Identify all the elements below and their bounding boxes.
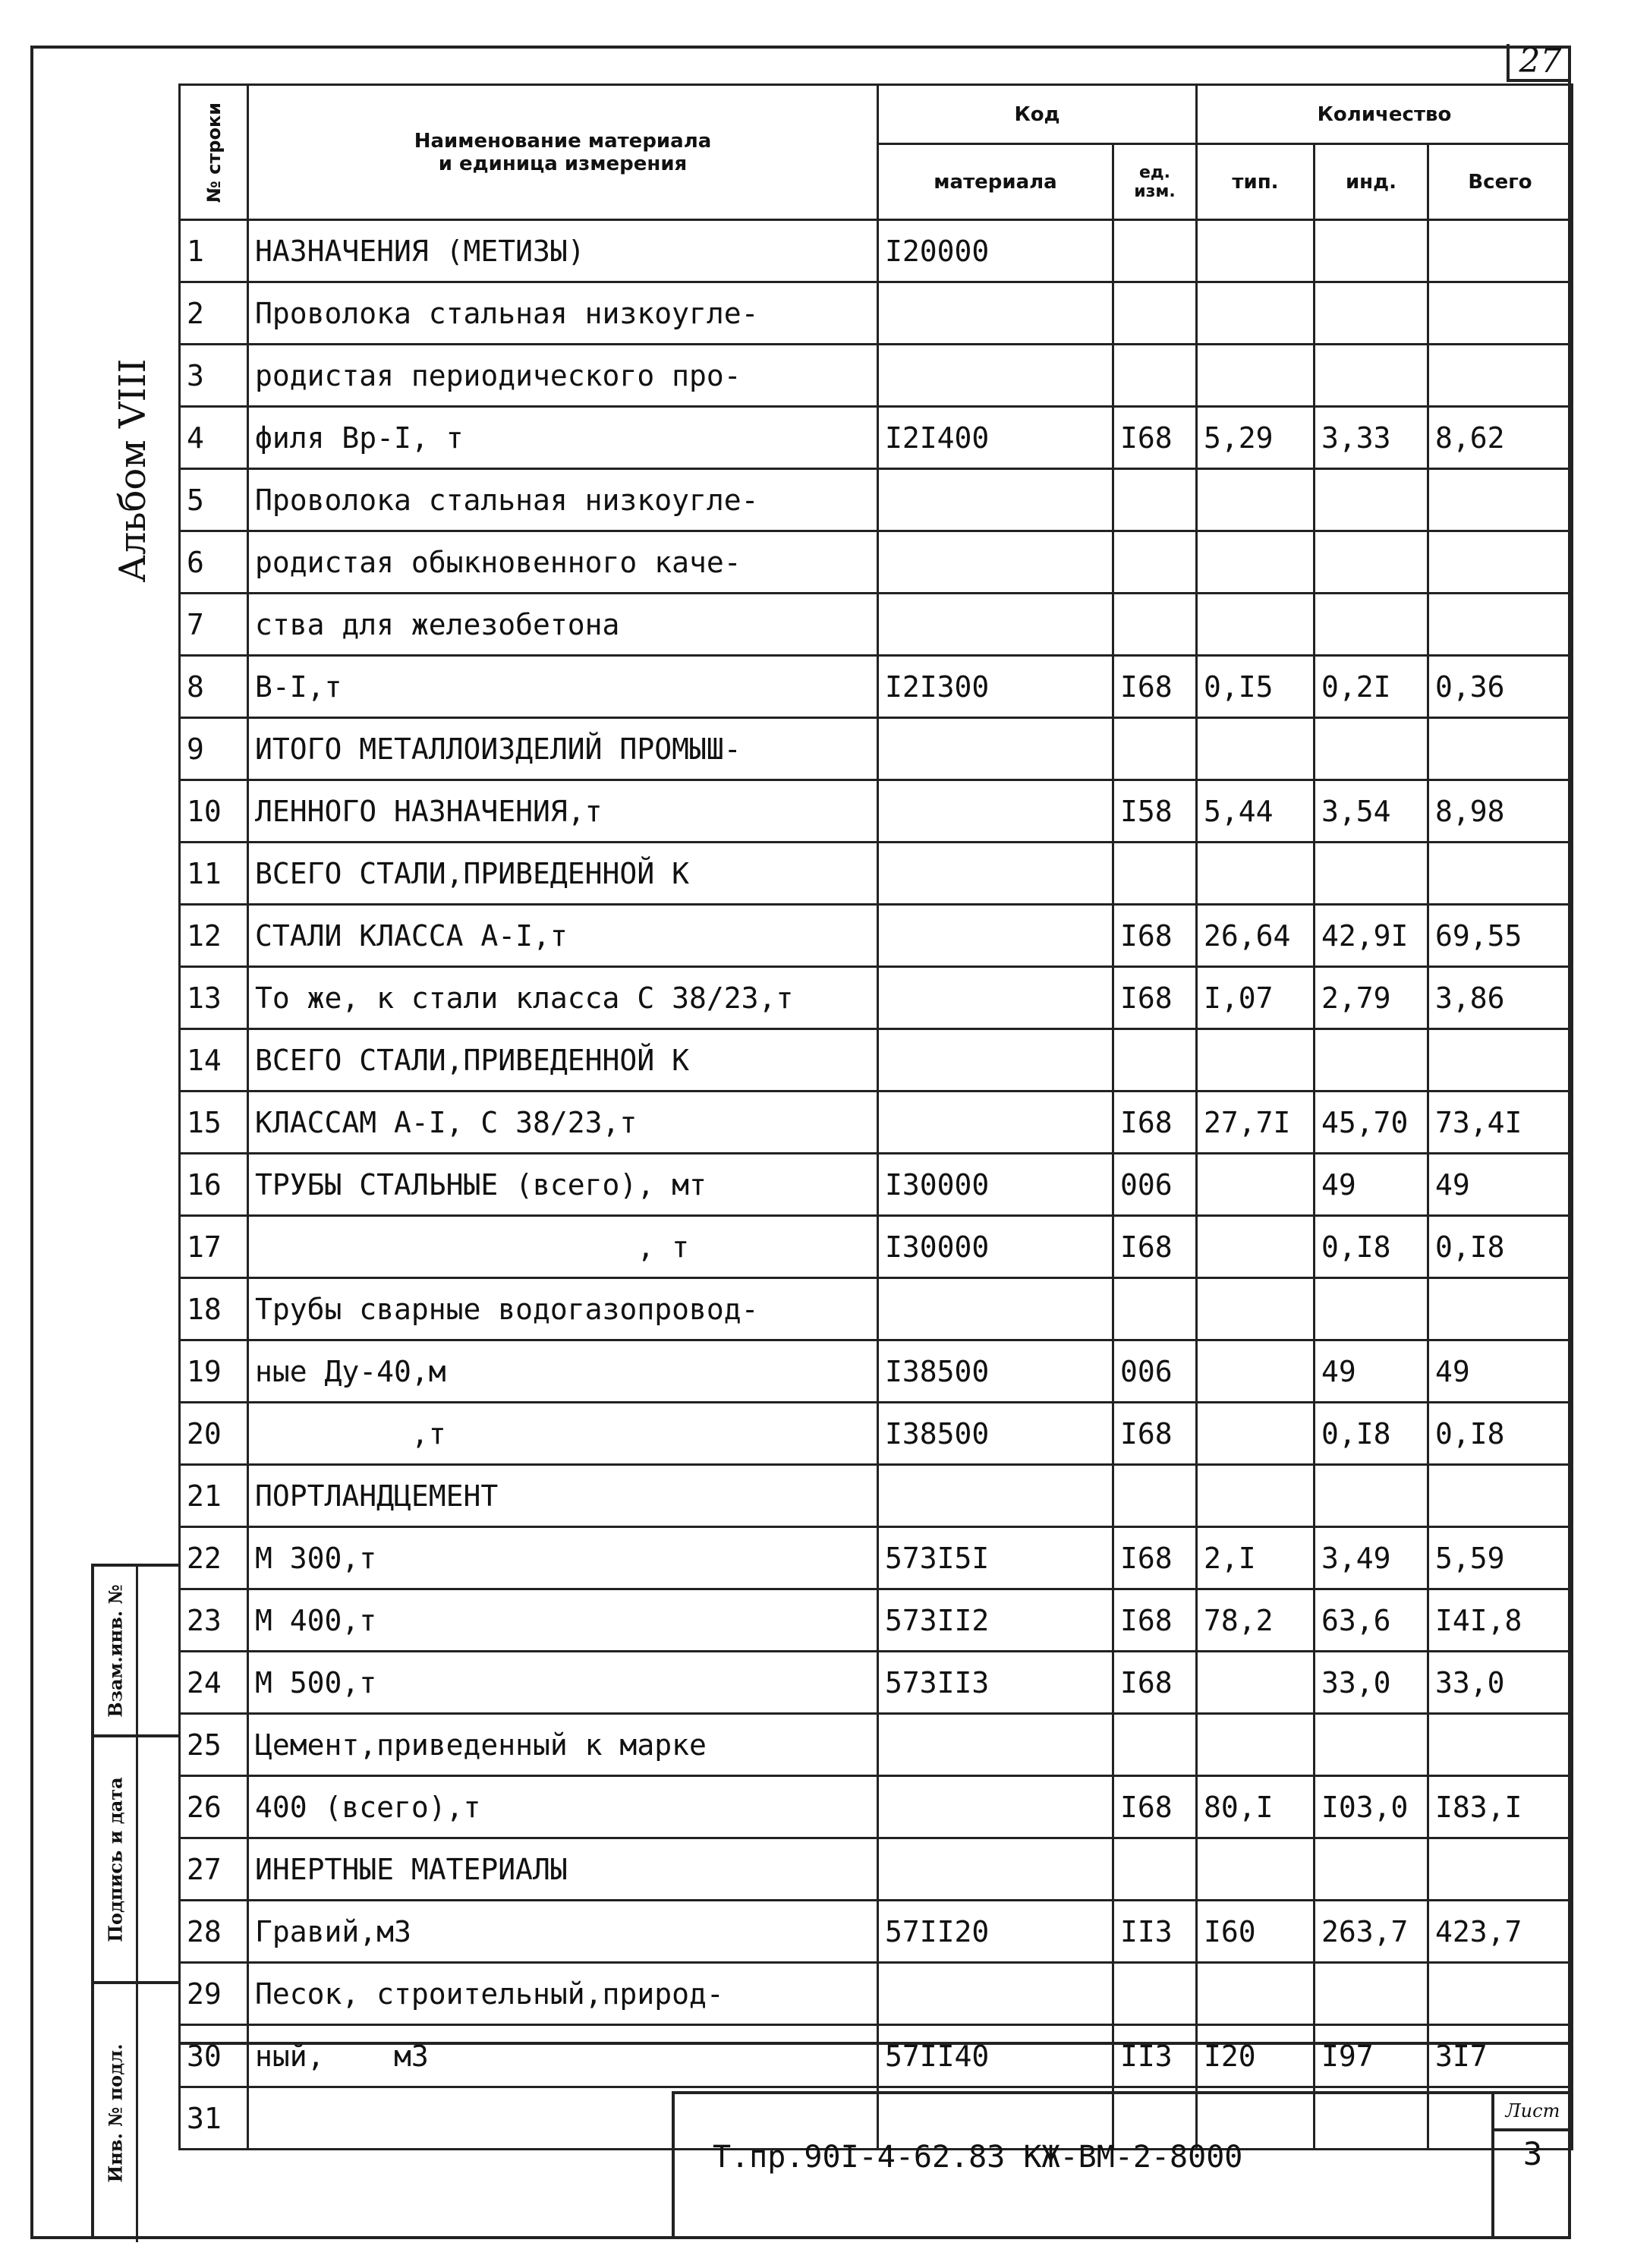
material-name-header: Наименование материала и единица измерения — [248, 85, 878, 220]
table-row — [180, 1465, 1573, 1527]
row-number: 26 — [180, 1776, 248, 1838]
unit-code — [1113, 1838, 1197, 1901]
row-number-header: № строки — [180, 85, 248, 220]
unit-code: 006 — [1113, 1154, 1197, 1216]
materials-table — [178, 83, 1573, 2150]
qty-total: 49 — [1428, 1340, 1573, 1403]
qty-total — [1428, 1278, 1573, 1340]
qty-typ — [1197, 1838, 1315, 1901]
qty-total: 8,98 — [1428, 780, 1573, 843]
material-code — [878, 780, 1113, 843]
unit-code: I68 — [1113, 1527, 1197, 1589]
qty-ind: 0,2I — [1315, 656, 1428, 718]
qty-typ — [1197, 1465, 1315, 1527]
signature-date-cell: Подпись и дата — [94, 1737, 178, 1984]
unit-code — [1113, 594, 1197, 656]
quantity-header: Количество — [1197, 85, 1573, 144]
material-name: В-I,т — [248, 656, 878, 718]
table-row — [180, 718, 1573, 780]
qty-ind — [1315, 531, 1428, 594]
qty-ind — [1315, 1465, 1428, 1527]
row-number: 13 — [180, 967, 248, 1029]
material-code: 573I5I — [878, 1527, 1113, 1589]
unit-code — [1113, 531, 1197, 594]
qty-typ: 26,64 — [1197, 905, 1315, 967]
table-row — [180, 1589, 1573, 1652]
unit-code: I68 — [1113, 905, 1197, 967]
qty-total: 423,7 — [1428, 1901, 1573, 1963]
material-code — [878, 905, 1113, 967]
qty-ind — [1315, 843, 1428, 905]
qty-total: I4I,8 — [1428, 1589, 1573, 1652]
table-row — [180, 843, 1573, 905]
qty-total — [1428, 594, 1573, 656]
qty-ind — [1315, 1029, 1428, 1091]
table-row — [180, 1838, 1573, 1901]
qty-ind — [1315, 282, 1428, 345]
material-code — [878, 1029, 1113, 1091]
table-row — [180, 967, 1573, 1029]
qty-ind: I03,0 — [1315, 1776, 1428, 1838]
row-number: 19 — [180, 1340, 248, 1403]
row-number: 24 — [180, 1652, 248, 1714]
material-name: ТРУБЫ СТАЛЬНЫЕ (всего), мт — [248, 1154, 878, 1216]
material-code: I30000 — [878, 1216, 1113, 1278]
table-row — [180, 1714, 1573, 1776]
material-code — [878, 1465, 1113, 1527]
qty-typ: 27,7I — [1197, 1091, 1315, 1154]
qty-total — [1428, 1714, 1573, 1776]
material-name: НАЗНАЧЕНИЯ (МЕТИЗЫ) — [248, 220, 878, 282]
qty-total — [1428, 531, 1573, 594]
qty-ind — [1315, 1714, 1428, 1776]
material-name: 400 (всего),т — [248, 1776, 878, 1838]
qty-typ: 5,44 — [1197, 780, 1315, 843]
qty-total: 0,36 — [1428, 656, 1573, 718]
qty-total — [1428, 1963, 1573, 2025]
table-row — [180, 1963, 1573, 2025]
qty-typ: 2,I — [1197, 1527, 1315, 1589]
material-code: I30000 — [878, 1154, 1113, 1216]
qty-typ: I20 — [1197, 2025, 1315, 2087]
row-number: 5 — [180, 469, 248, 531]
qty-total — [1428, 282, 1573, 345]
material-code — [878, 1838, 1113, 1901]
swap-inventory-cell: Взам.инв. № — [94, 1567, 178, 1737]
material-name: М 300,т — [248, 1527, 878, 1589]
qty-total: 5,59 — [1428, 1527, 1573, 1589]
material-name: ,т — [248, 1403, 878, 1465]
qty-typ — [1197, 531, 1315, 594]
document-code: Т.пр.90I-4-62.83 КЖ-ВМ-2-8000 — [713, 2140, 1243, 2175]
unit-code: 006 — [1113, 1340, 1197, 1403]
qty-typ — [1197, 718, 1315, 780]
ind-header: инд. — [1315, 144, 1428, 220]
material-name: ЛЕННОГО НАЗНАЧЕНИЯ,т — [248, 780, 878, 843]
unit-code: I68 — [1113, 1776, 1197, 1838]
qty-total — [1428, 843, 1573, 905]
material-code — [878, 1091, 1113, 1154]
qty-typ — [1197, 1340, 1315, 1403]
qty-ind: 49 — [1315, 1340, 1428, 1403]
table-row — [180, 905, 1573, 967]
material-name: родистая периодического про- — [248, 345, 878, 407]
qty-total — [1428, 1465, 1573, 1527]
row-number: 10 — [180, 780, 248, 843]
material-code — [878, 531, 1113, 594]
material-code: I2I400 — [878, 407, 1113, 469]
material-code: I2I300 — [878, 656, 1113, 718]
inventory-original-cell: Инв. № подл. — [94, 1984, 178, 2242]
row-number: 27 — [180, 1838, 248, 1901]
material-name: ПОРТЛАНДЦЕМЕНТ — [248, 1465, 878, 1527]
left-approval-strip — [91, 1564, 178, 2239]
unit-code: I68 — [1113, 656, 1197, 718]
qty-total: 3,86 — [1428, 967, 1573, 1029]
code-material-header: материала — [878, 144, 1113, 220]
material-name: ВСЕГО СТАЛИ,ПРИВЕДЕННОЙ К — [248, 843, 878, 905]
page-number: 27 — [1507, 44, 1571, 82]
qty-total: 3I7 — [1428, 2025, 1573, 2087]
unit-code — [1113, 718, 1197, 780]
qty-ind: 3,49 — [1315, 1527, 1428, 1589]
row-number: 7 — [180, 594, 248, 656]
qty-total: 0,I8 — [1428, 1403, 1573, 1465]
material-name: родистая обыкновенного каче- — [248, 531, 878, 594]
qty-ind: 3,54 — [1315, 780, 1428, 843]
unit-code: I68 — [1113, 407, 1197, 469]
qty-total — [1428, 1029, 1573, 1091]
row-number: 22 — [180, 1527, 248, 1589]
qty-total: 0,I8 — [1428, 1216, 1573, 1278]
qty-typ — [1197, 345, 1315, 407]
album-label: Альбом VIII — [112, 358, 154, 583]
material-name: М 500,т — [248, 1652, 878, 1714]
table-row — [180, 1527, 1573, 1589]
unit-code: I68 — [1113, 1589, 1197, 1652]
qty-ind: 45,70 — [1315, 1091, 1428, 1154]
qty-ind: 2,79 — [1315, 967, 1428, 1029]
row-number: 18 — [180, 1278, 248, 1340]
unit-header: ед. изм. — [1113, 144, 1197, 220]
material-name: Цемент,приведенный к марке — [248, 1714, 878, 1776]
material-code: 57II20 — [878, 1901, 1113, 1963]
row-number: 31 — [180, 2087, 248, 2150]
qty-ind — [1315, 220, 1428, 282]
row-number: 3 — [180, 345, 248, 407]
row-number: 21 — [180, 1465, 248, 1527]
material-name: филя Вр-I, т — [248, 407, 878, 469]
row-number: 25 — [180, 1714, 248, 1776]
row-number: 16 — [180, 1154, 248, 1216]
material-name: ства для железобетона — [248, 594, 878, 656]
unit-code — [1113, 282, 1197, 345]
unit-code — [1113, 345, 1197, 407]
table-row — [180, 407, 1573, 469]
qty-typ — [1197, 1278, 1315, 1340]
qty-typ: I60 — [1197, 1901, 1315, 1963]
table-row — [180, 1340, 1573, 1403]
qty-total: 33,0 — [1428, 1652, 1573, 1714]
qty-ind — [1315, 594, 1428, 656]
qty-ind — [1315, 1838, 1428, 1901]
material-code: I38500 — [878, 1340, 1113, 1403]
unit-code — [1113, 843, 1197, 905]
table-row — [180, 1091, 1573, 1154]
row-number: 14 — [180, 1029, 248, 1091]
material-name: М 400,т — [248, 1589, 878, 1652]
material-name: , т — [248, 1216, 878, 1278]
qty-total: 49 — [1428, 1154, 1573, 1216]
qty-typ: 78,2 — [1197, 1589, 1315, 1652]
unit-code — [1113, 1714, 1197, 1776]
material-code — [878, 1714, 1113, 1776]
material-name: Проволока стальная низкоугле- — [248, 282, 878, 345]
material-name: СТАЛИ КЛАССА А-I,т — [248, 905, 878, 967]
qty-ind: 42,9I — [1315, 905, 1428, 967]
unit-code — [1113, 1963, 1197, 2025]
qty-total: 69,55 — [1428, 905, 1573, 967]
qty-ind — [1315, 718, 1428, 780]
unit-code — [1113, 469, 1197, 531]
sheet-label: Лист — [1494, 2094, 1571, 2131]
qty-ind — [1315, 469, 1428, 531]
qty-total — [1428, 718, 1573, 780]
qty-typ: 80,I — [1197, 1776, 1315, 1838]
qty-ind — [1315, 1963, 1428, 2025]
row-number: 29 — [180, 1963, 248, 2025]
qty-ind: 49 — [1315, 1154, 1428, 1216]
unit-code: II3 — [1113, 2025, 1197, 2087]
unit-code — [1113, 1278, 1197, 1340]
qty-ind: 0,I8 — [1315, 1403, 1428, 1465]
material-code — [878, 1776, 1113, 1838]
table-row — [180, 1403, 1573, 1465]
material-name: Трубы сварные водогазопровод- — [248, 1278, 878, 1340]
table-row — [180, 1776, 1573, 1838]
title-block — [672, 2091, 1571, 2239]
qty-typ: 0,I5 — [1197, 656, 1315, 718]
material-code — [878, 843, 1113, 905]
table-row — [180, 1652, 1573, 1714]
qty-typ — [1197, 469, 1315, 531]
qty-total: I83,I — [1428, 1776, 1573, 1838]
material-code: I38500 — [878, 1403, 1113, 1465]
unit-code: I68 — [1113, 1403, 1197, 1465]
row-number: 11 — [180, 843, 248, 905]
qty-typ: I,07 — [1197, 967, 1315, 1029]
material-name: То же, к стали класса С 38/23,т — [248, 967, 878, 1029]
qty-ind: 263,7 — [1315, 1901, 1428, 1963]
row-number: 28 — [180, 1901, 248, 1963]
unit-code — [1113, 1465, 1197, 1527]
row-number: 12 — [180, 905, 248, 967]
material-code: I20000 — [878, 220, 1113, 282]
material-code: 57II40 — [878, 2025, 1113, 2087]
material-code — [878, 282, 1113, 345]
qty-typ — [1197, 220, 1315, 282]
material-name: Песок, строительный,природ- — [248, 1963, 878, 2025]
table-row — [180, 1029, 1573, 1091]
table-row — [180, 1154, 1573, 1216]
unit-code: I58 — [1113, 780, 1197, 843]
unit-code: II3 — [1113, 1901, 1197, 1963]
qty-typ — [1197, 1714, 1315, 1776]
qty-ind: 33,0 — [1315, 1652, 1428, 1714]
material-name: ИТОГО МЕТАЛЛОИЗДЕЛИЙ ПРОМЫШ- — [248, 718, 878, 780]
qty-ind: 63,6 — [1315, 1589, 1428, 1652]
qty-total — [1428, 345, 1573, 407]
qty-typ — [1197, 1029, 1315, 1091]
row-number: 15 — [180, 1091, 248, 1154]
table-row — [180, 780, 1573, 843]
total-header: Всего — [1428, 144, 1573, 220]
qty-typ — [1197, 594, 1315, 656]
material-code — [878, 469, 1113, 531]
material-code — [878, 1278, 1113, 1340]
table-row — [180, 220, 1573, 282]
material-name: ИНЕРТНЫЕ МАТЕРИАЛЫ — [248, 1838, 878, 1901]
material-code — [878, 1963, 1113, 2025]
material-name: ВСЕГО СТАЛИ,ПРИВЕДЕННОЙ К — [248, 1029, 878, 1091]
qty-ind — [1315, 345, 1428, 407]
material-name: Проволока стальная низкоугле- — [248, 469, 878, 531]
row-number: 8 — [180, 656, 248, 718]
row-number: 1 — [180, 220, 248, 282]
material-code: 573II2 — [878, 1589, 1113, 1652]
code-header: Код — [878, 85, 1197, 144]
table-row — [180, 656, 1573, 718]
qty-total — [1428, 220, 1573, 282]
qty-total — [1428, 1838, 1573, 1901]
row-number: 30 — [180, 2025, 248, 2087]
qty-ind — [1315, 1278, 1428, 1340]
qty-ind: 3,33 — [1315, 407, 1428, 469]
material-code: 573II3 — [878, 1652, 1113, 1714]
table-row — [180, 282, 1573, 345]
unit-code: I68 — [1113, 967, 1197, 1029]
qty-typ — [1197, 1154, 1315, 1216]
table-row — [180, 469, 1573, 531]
material-code — [878, 967, 1113, 1029]
qty-total: 8,62 — [1428, 407, 1573, 469]
qty-typ — [1197, 282, 1315, 345]
row-number: 4 — [180, 407, 248, 469]
qty-typ — [1197, 843, 1315, 905]
unit-code: I68 — [1113, 1652, 1197, 1714]
unit-code — [1113, 220, 1197, 282]
qty-typ — [1197, 1963, 1315, 2025]
sheet-number: 3 — [1522, 2135, 1543, 2172]
row-number: 2 — [180, 282, 248, 345]
row-number: 20 — [180, 1403, 248, 1465]
table-row — [180, 1216, 1573, 1278]
qty-typ — [1197, 1216, 1315, 1278]
table-row — [180, 531, 1573, 594]
row-number: 17 — [180, 1216, 248, 1278]
qty-ind: I97 — [1315, 2025, 1428, 2087]
row-number: 9 — [180, 718, 248, 780]
material-code — [878, 718, 1113, 780]
qty-total: 73,4I — [1428, 1091, 1573, 1154]
row-number: 23 — [180, 1589, 248, 1652]
table-row — [180, 594, 1573, 656]
material-name: ные Ду-40,м — [248, 1340, 878, 1403]
qty-ind: 0,I8 — [1315, 1216, 1428, 1278]
unit-code: I68 — [1113, 1216, 1197, 1278]
material-name: Гравий,м3 — [248, 1901, 878, 1963]
sheet-box — [1491, 2094, 1571, 2239]
material-code — [878, 594, 1113, 656]
qty-typ: 5,29 — [1197, 407, 1315, 469]
material-name: КЛАССАМ А-I, С 38/23,т — [248, 1091, 878, 1154]
material-name: ный, м3 — [248, 2025, 878, 2087]
qty-typ — [1197, 1652, 1315, 1714]
unit-code — [1113, 1029, 1197, 1091]
table-row — [180, 1901, 1573, 1963]
row-number: 6 — [180, 531, 248, 594]
table-row — [180, 1278, 1573, 1340]
qty-typ — [1197, 1403, 1315, 1465]
typ-header: тип. — [1197, 144, 1315, 220]
material-code — [878, 345, 1113, 407]
qty-total — [1428, 469, 1573, 531]
unit-code: I68 — [1113, 1091, 1197, 1154]
table-row — [180, 345, 1573, 407]
